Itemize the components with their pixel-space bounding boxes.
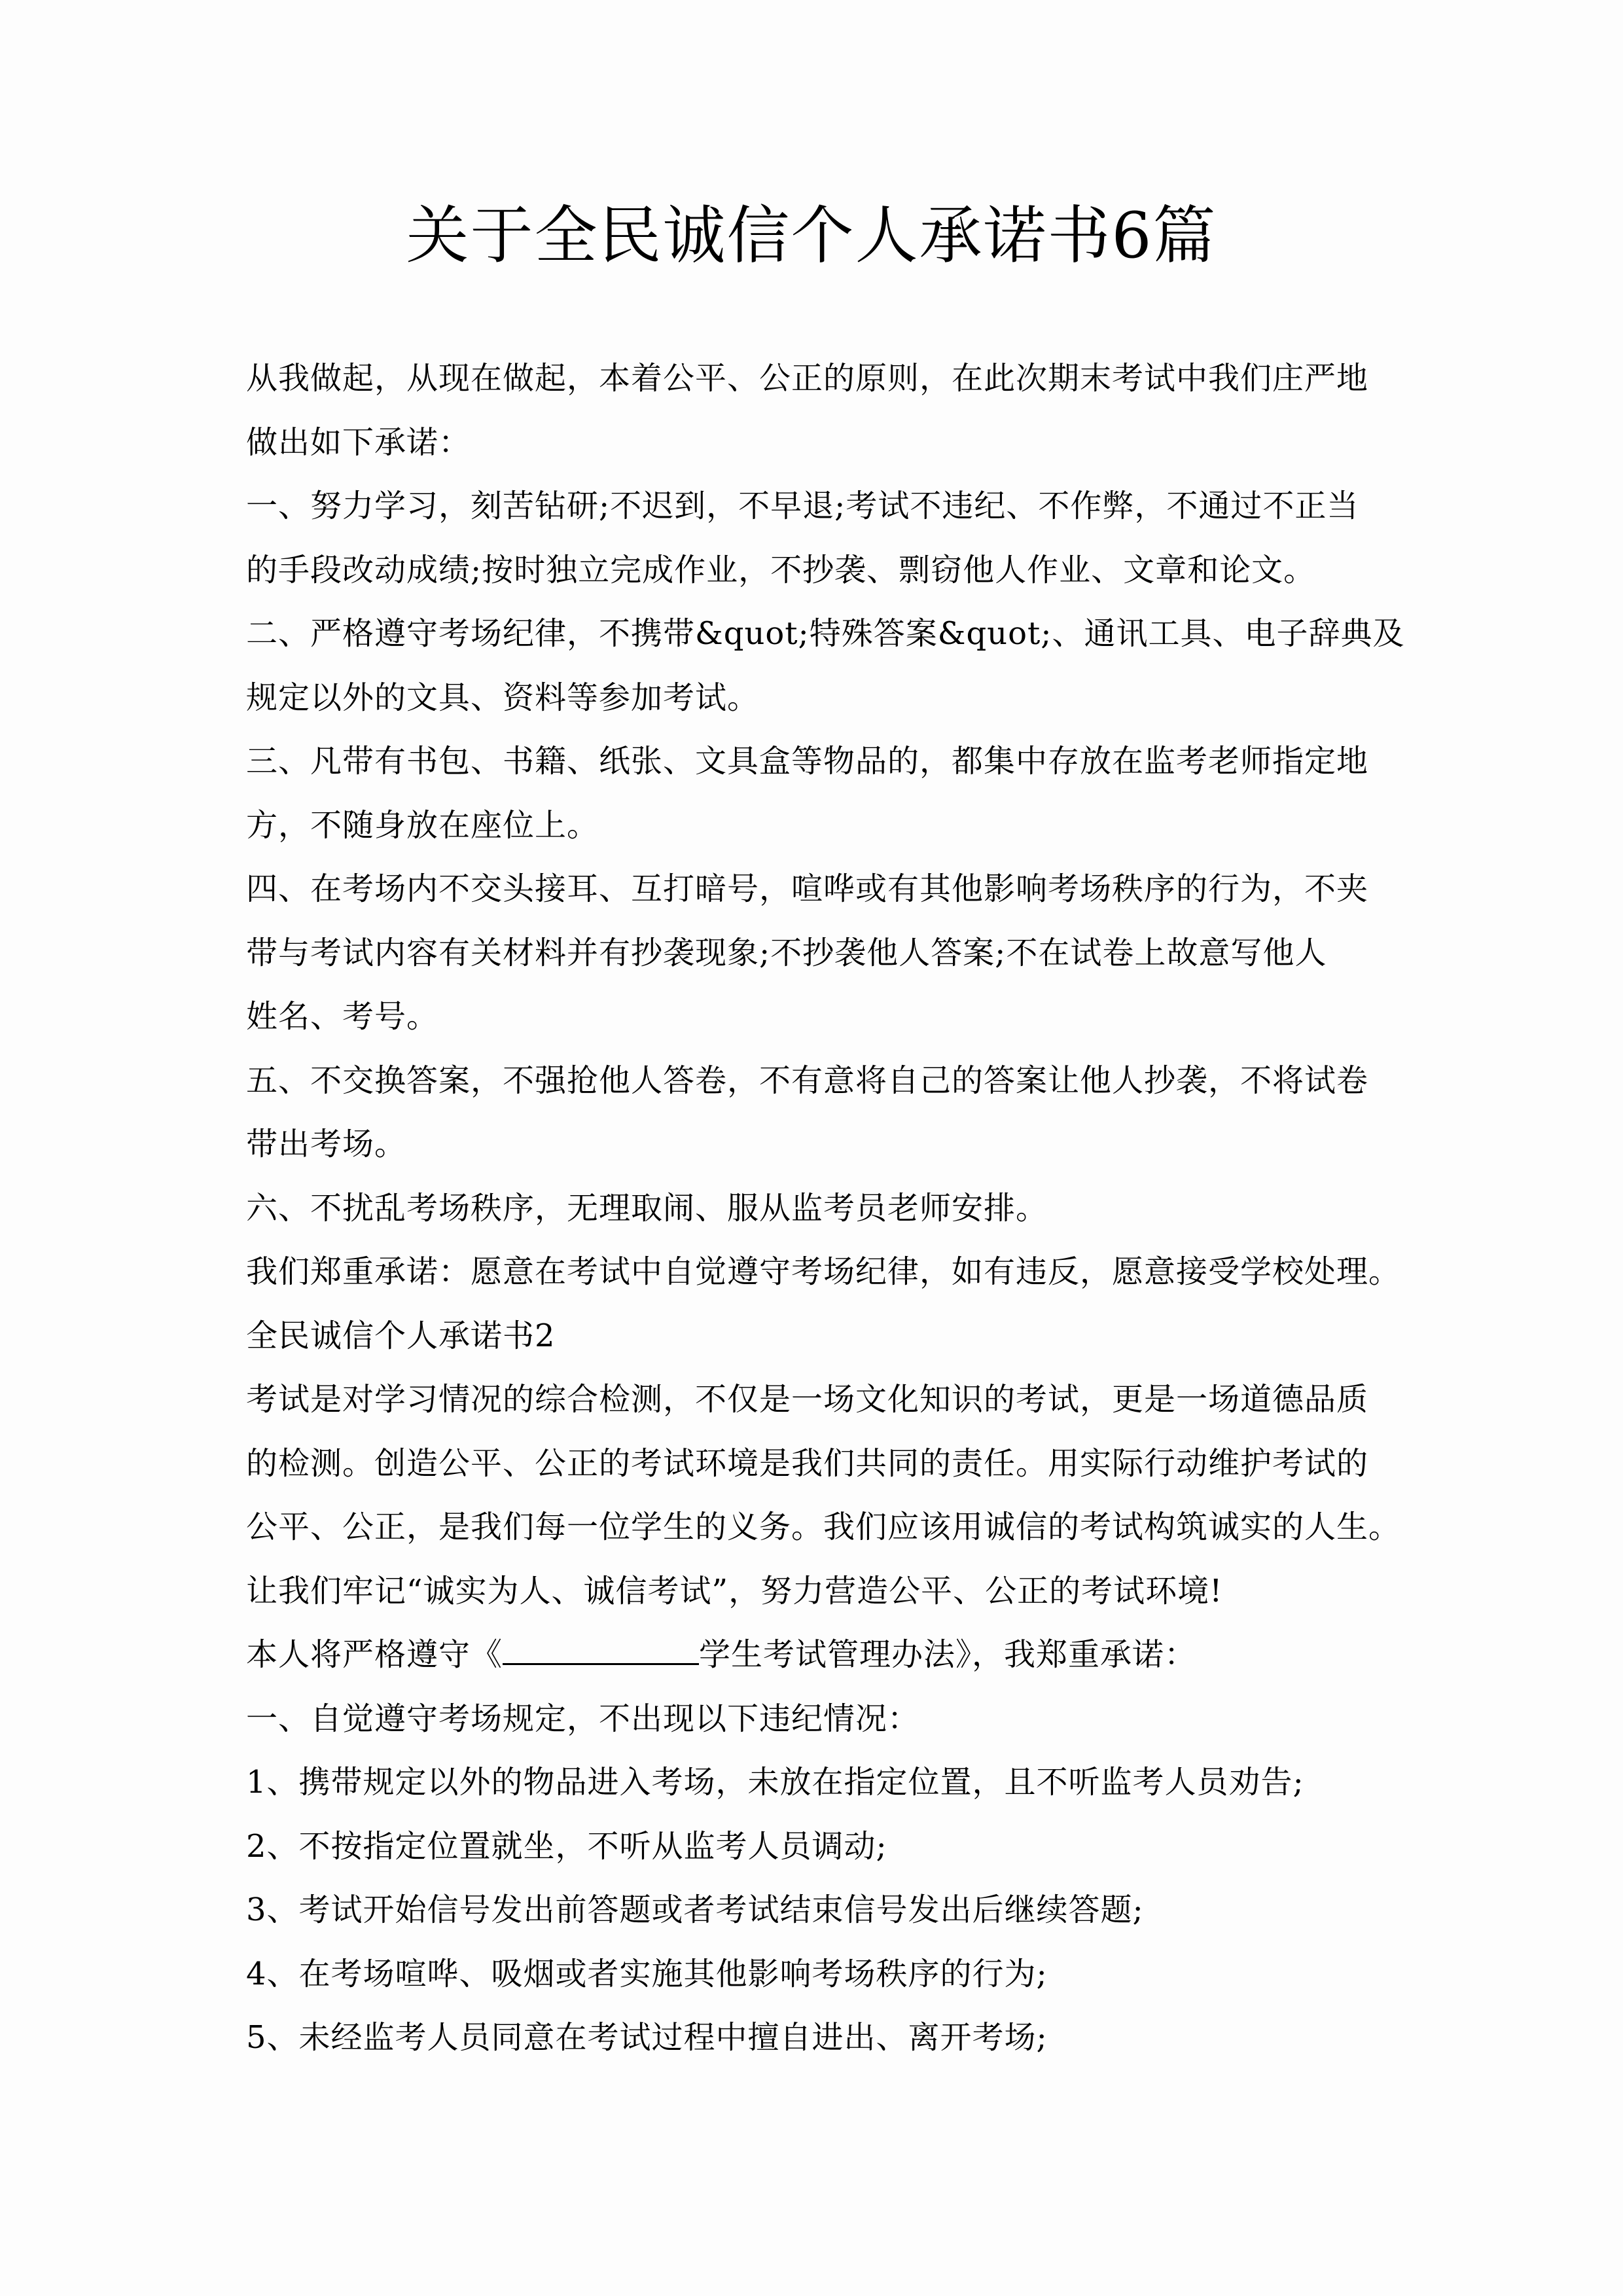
paragraph-line: 带出考场。	[246, 1126, 407, 1162]
paragraph-line: 让我们牢记“诚实为人、诚信考试”，努力营造公平、公正的考试环境!	[246, 1572, 1223, 1609]
paragraph-line: 公平、公正，是我们每一位学生的义务。我们应该用诚信的考试构筑诚实的人生。	[246, 1509, 1401, 1545]
paragraph-line: 的检测。创造公平、公正的考试环境是我们共同的责任。用实际行动维护考试的	[246, 1444, 1369, 1482]
pledge-line	[246, 1623, 1385, 1687]
pledge-prefix: 本人将严格遵守《	[246, 1636, 503, 1673]
document-body	[246, 347, 1405, 2070]
paragraph-line: 四、在考场内不交头接耳、互打暗号，喧哗或有其他影响考场秩序的行为，不夹	[246, 870, 1369, 907]
fill-in-blank	[503, 1637, 699, 1665]
paragraph-line: 考试是对学习情况的综合检测，不仅是一场文化知识的考试，更是一场道德品质	[246, 1381, 1369, 1418]
section-heading: 全民诚信个人承诺书2	[246, 1317, 556, 1354]
list-item: 5、未经监考人员同意在考试过程中擅自进出、离开考场;	[246, 2019, 1048, 2056]
paragraph-line: 姓名、考号。	[246, 998, 439, 1035]
list-item: 3、考试开始信号发出前答题或者考试结束信号发出后继续答题;	[246, 1892, 1144, 1928]
paragraph-line: 的手段改动成绩;按时独立完成作业，不抄袭、剽窃他人作业、文章和论文。	[246, 551, 1316, 588]
pledge-suffix: 学生考试管理办法》，我郑重承诺：	[699, 1636, 1197, 1673]
paragraph-line: 一、努力学习，刻苦钻研;不迟到，不早退;考试不违纪、不作弊，不通过不正当	[246, 488, 1359, 524]
paragraph-line: 五、不交换答案，不强抢他人答卷，不有意将自己的答案让他人抄袭，不将试卷	[246, 1062, 1369, 1099]
list-item: 2、不按指定位置就坐，不听从监考人员调动;	[246, 1827, 887, 1865]
list-item: 4、在考场喧哗、吸烟或者实施其他影响考场秩序的行为;	[246, 1955, 1048, 1992]
document-title: 关于全民诚信个人承诺书6篇	[406, 199, 1217, 272]
paragraph-line: 二、严格遵守考场纪律，不携带&quot;特殊答案&quot;、通讯工具、电子辞典及	[246, 615, 1405, 652]
paragraph-line: 一、自觉遵守考场规定，不出现以下违纪情况：	[246, 1700, 920, 1737]
paragraph-line: 我们郑重承诺：愿意在考试中自觉遵守考场纪律，如有违反，愿意接受学校处理。	[246, 1253, 1401, 1290]
paragraph-line: 规定以外的文具、资料等参加考试。	[246, 679, 760, 716]
paragraph-line: 带与考试内容有关材料并有抄袭现象;不抄袭他人答案;不在试卷上故意写他人	[246, 934, 1327, 971]
paragraph-line: 从我做起，从现在做起，本着公平、公正的原则，在此次期末考试中我们庄严地	[246, 360, 1369, 397]
list-item: 1、携带规定以外的物品进入考场，未放在指定位置，且不听监考人员劝告;	[246, 1764, 1304, 1801]
paragraph-line: 六、不扰乱考场秩序，无理取闹、服从监考员老师安排。	[246, 1189, 1048, 1227]
paragraph-line: 方，不随身放在座位上。	[246, 806, 599, 844]
paragraph-line: 三、凡带有书包、书籍、纸张、文具盒等物品的，都集中存放在监考老师指定地	[246, 743, 1369, 780]
paragraph-line: 做出如下承诺：	[246, 423, 471, 461]
